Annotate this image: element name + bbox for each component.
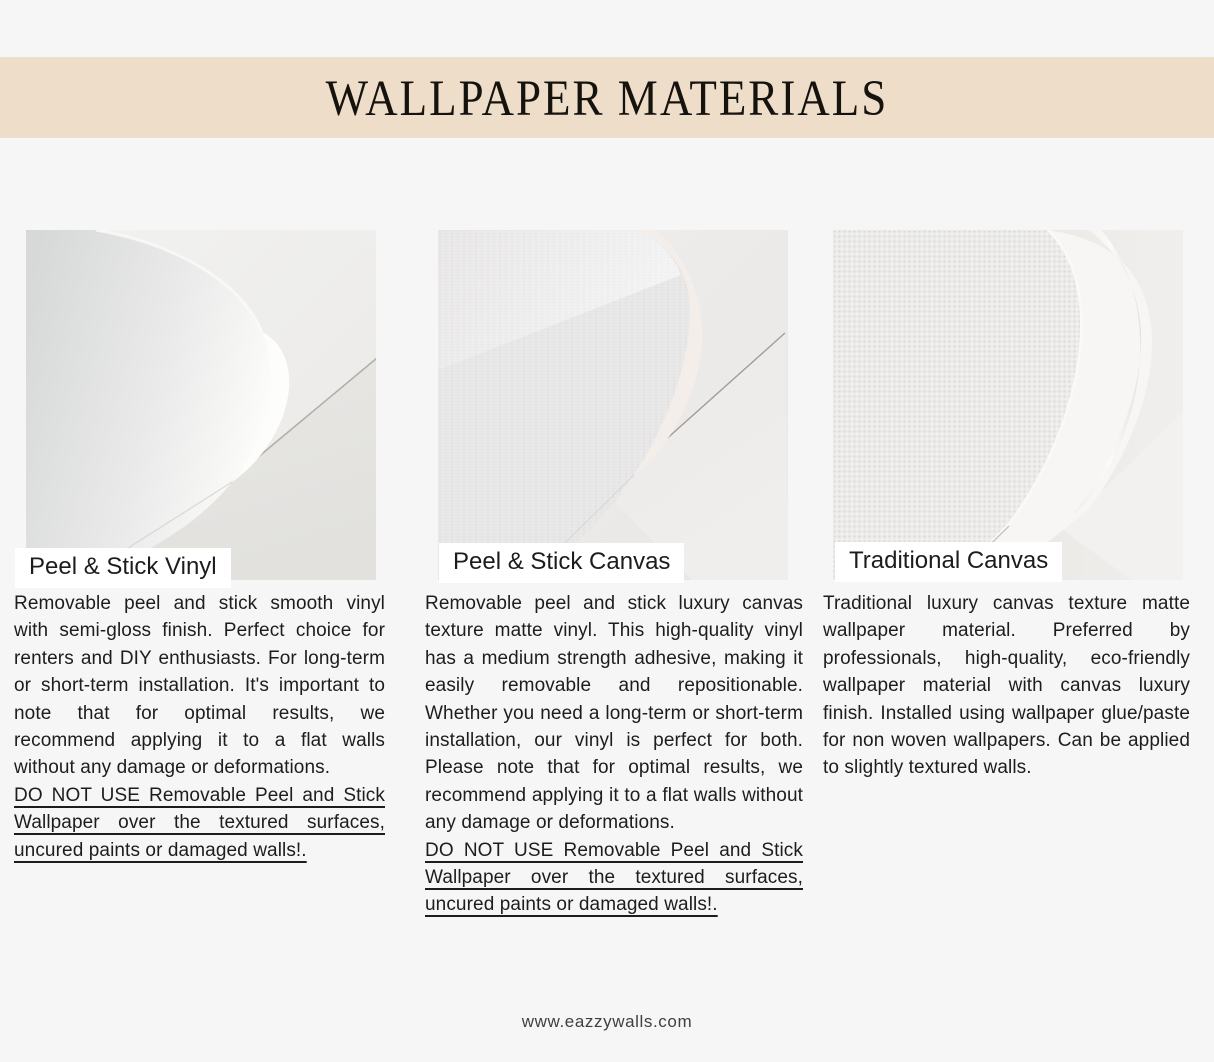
footer-website: www.eazzywalls.com bbox=[521, 1012, 693, 1031]
traditional-canvas-corner-photo bbox=[833, 230, 1183, 580]
description-text: Removable peel and stick luxury canvas texture matte vinyl. This high-quality vinyl has a medium strength adhesive, making it easily removable and repositionable. Whether you need a long-term or short-term installation, our vinyl is perfect for both. Please note that for optimal results, we recommend applying it to a flat walls without any damage or deformations. bbox=[425, 593, 803, 834]
material-description-traditional-canvas bbox=[823, 590, 1190, 782]
description-text: Removable peel and stick smooth vinyl with semi-gloss finish. Perfect choice for renters and DIY enthusiasts. For long-term or short-term installation. It's important to note that for optimal results, we recommend applying it to a flat walls without any damage or deformations. bbox=[14, 593, 385, 779]
page-title: WALLPAPER MATERIALS bbox=[325, 69, 889, 126]
description-text: Traditional luxury canvas texture matte wallpaper material. Preferred by professionals, high-quality, eco-friendly wallpaper material with canvas luxury finish. Installed using wallpaper glue/paste for non woven wallpapers. Can be applied to slightly textured walls. bbox=[823, 593, 1190, 779]
material-label-peel-stick-vinyl: Peel & Stick Vinyl bbox=[15, 548, 231, 588]
material-description-peel-stick-canvas bbox=[425, 590, 803, 919]
material-description-peel-stick-vinyl bbox=[14, 590, 385, 864]
material-warning-text: DO NOT USE Removable Peel and Stick Wallpaper over the textured surfaces, uncured paints or damaged walls!. bbox=[425, 839, 803, 916]
material-label-traditional-canvas: Traditional Canvas bbox=[835, 542, 1062, 582]
material-warning-text: DO NOT USE Removable Peel and Stick Wallpaper over the textured surfaces, uncured paints or damaged walls!. bbox=[14, 784, 385, 861]
canvas-texture-vinyl-peel-corner-photo bbox=[438, 230, 788, 580]
header-band bbox=[0, 57, 1214, 138]
smooth-vinyl-peel-corner-photo bbox=[26, 230, 376, 580]
material-label-peel-stick-canvas: Peel & Stick Canvas bbox=[439, 543, 684, 583]
